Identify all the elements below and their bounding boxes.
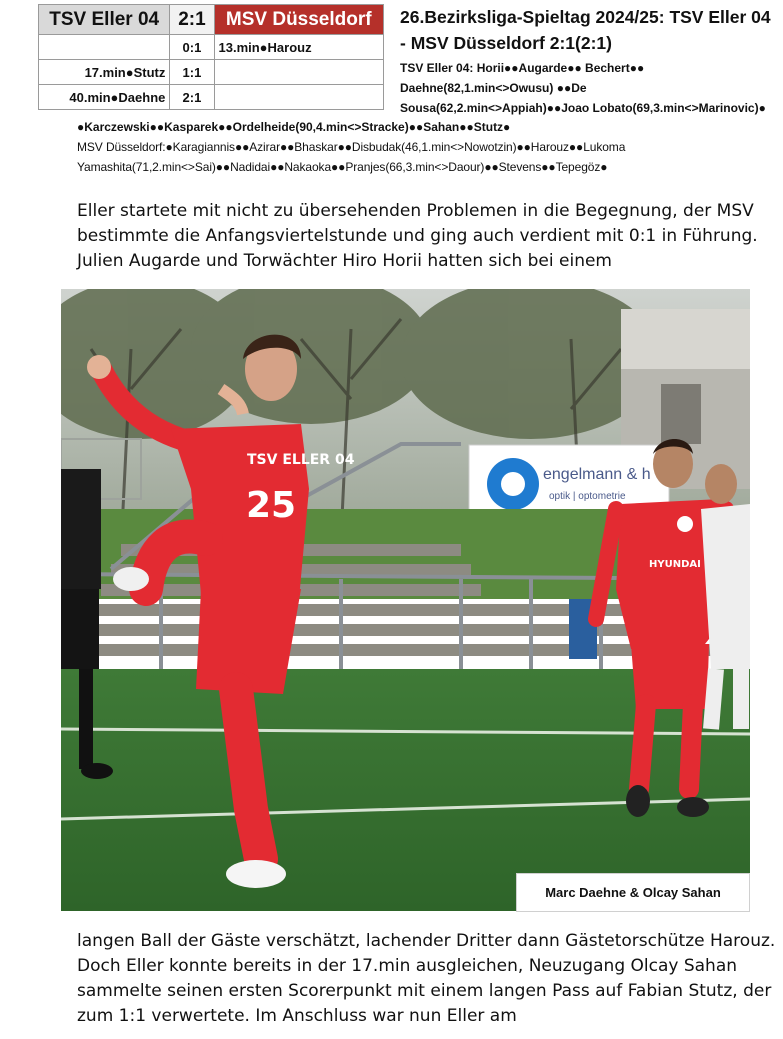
shirt-sponsor-text: HYUNDAI	[649, 559, 701, 570]
home-team-name: TSV Eller 04	[39, 5, 170, 35]
banner-sponsor-text: engelmann & h	[543, 466, 651, 483]
score-table	[38, 4, 384, 110]
away-lineup: MSV Düsseldorf:●Karagiannis●●Azirar●●Bhaskar●●Disbudak(46,1.min<>Nowotzin)●●Harouz●●Lukoma Yamashita(71,2.min<>Sai)●●Nadidai●●Nakaoka●●Pranjes(66,3.min<>Daour)●●Stevens●●Tepegöz●	[77, 140, 626, 174]
final-score: 2:1	[170, 5, 214, 35]
jersey-club-text: TSV ELLER 04	[247, 452, 355, 468]
interim-score: 1:1	[170, 60, 214, 85]
goal-row	[39, 35, 384, 60]
away-goal-event	[214, 60, 384, 85]
interim-score: 2:1	[170, 85, 214, 110]
home-lineup-part1: TSV Eller 04: Horii●●Augarde●● Bechert●● Daehne(82,1.min<>Owusu) ●●De Sousa(62,2.min<>Appiah)●●Joao Lobato(69,3.min<>Marinovic)●	[400, 61, 766, 115]
interim-score: 0:1	[170, 35, 214, 60]
home-lineup-part2: ●Karczewski●●Kasparek●●Ordelheide(90,4.min<>Stracke)●●Sahan●●Stutz●	[77, 120, 511, 134]
match-headline: 26.Bezirksliga-Spieltag 2024/25: TSV Eller 04 - MSV Düsseldorf 2:1(2:1)	[400, 7, 771, 53]
continuation-paragraph: langen Ball der Gäste verschätzt, lachender Dritter dann Gästetorschütze Harouz. Doch Eller konnte bereits in der 17.min ausgleichen, Neuzugang Olcay Sahan sammelte seinen ersten Scorerpunkt mit einem langen Pass auf Fabian Stutz, der zum 1:1 verwertete. Im Anschluss war nun Eller am	[77, 931, 776, 1026]
match-photo	[61, 289, 750, 911]
score-table-header	[39, 5, 384, 35]
home-goal-event: 40.min●Daehne	[39, 85, 170, 110]
away-team-name: MSV Düsseldorf	[214, 5, 384, 35]
home-goal-event: 17.min●Stutz	[39, 60, 170, 85]
home-goal-event	[39, 35, 170, 60]
away-goal-event: 13.min●Harouz	[214, 35, 384, 60]
jersey-number: 25	[246, 485, 297, 526]
intro-paragraph: Eller startete mit nicht zu übersehenden Problemen in die Begegnung, der MSV bestimmte die Anfangsviertelstunde und ging auch verdient mit 0:1 in Führung. Julien Augarde und Torwächter Hiro Horii hatten sich bei einem	[77, 201, 758, 271]
photo-caption: Marc Daehne & Olcay Sahan	[516, 873, 750, 912]
goal-row	[39, 60, 384, 85]
away-goal-event	[214, 85, 384, 110]
goal-row	[39, 85, 384, 110]
banner-sponsor-sub: optik | optometrie	[549, 491, 626, 502]
